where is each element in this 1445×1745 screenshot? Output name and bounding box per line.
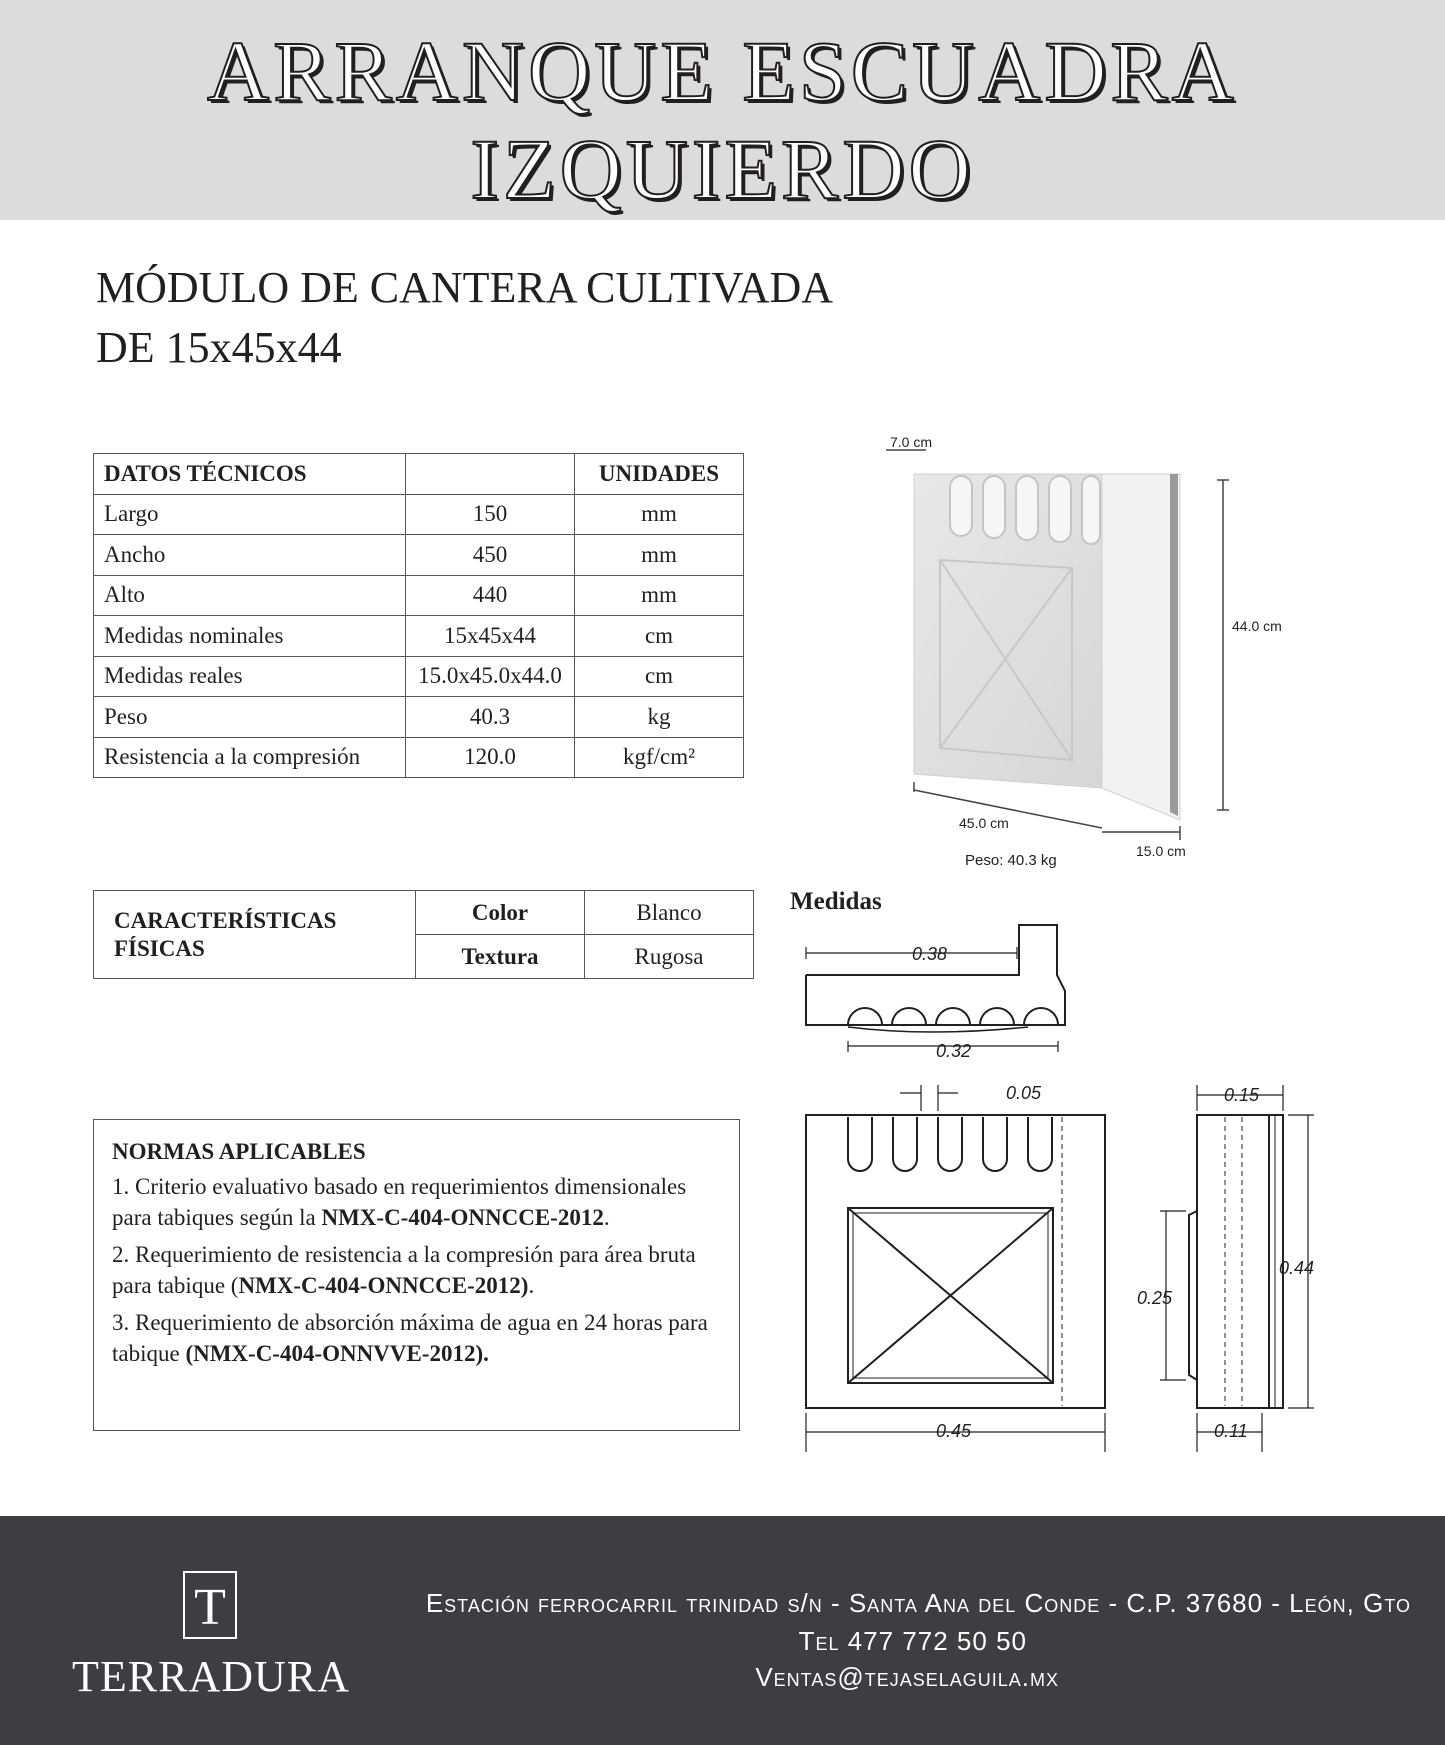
logo-name: TERRADURA bbox=[72, 1652, 350, 1701]
table-row bbox=[94, 494, 744, 535]
photo-dim-depth: 15.0 cm bbox=[1136, 843, 1186, 859]
row-unit: mm bbox=[575, 575, 744, 616]
row-label: Alto bbox=[94, 575, 406, 616]
row-value: 15x45x44 bbox=[406, 616, 575, 657]
row-value: 40.3 bbox=[406, 697, 575, 738]
medidas-label: Medidas bbox=[790, 888, 882, 915]
photo-dim-width: 45.0 cm bbox=[959, 815, 1009, 831]
subtitle-line-1: MÓDULO DE CANTERA CULTIVADA bbox=[96, 263, 834, 312]
row-label: Largo bbox=[94, 494, 406, 535]
table-row bbox=[94, 656, 744, 697]
row-unit: mm bbox=[575, 535, 744, 576]
dim-0-45: 0.45 bbox=[936, 1421, 972, 1441]
row-value: 150 bbox=[406, 494, 575, 535]
dim-0-44: 0.44 bbox=[1279, 1258, 1315, 1278]
block-side-groove bbox=[1170, 474, 1178, 816]
top-view-drawing bbox=[806, 925, 1065, 1032]
norma-item-1 bbox=[112, 1171, 721, 1233]
row-name: Color bbox=[416, 891, 585, 935]
norma-item-3 bbox=[112, 1307, 721, 1369]
front-view-drawing bbox=[806, 1115, 1105, 1408]
dim-0-32: 0.32 bbox=[936, 1041, 972, 1061]
norma-2-code: NMX-C-404-ONNCCE-2012) bbox=[238, 1273, 529, 1298]
photo-dim-height: 44.0 cm bbox=[1232, 618, 1282, 634]
subtitle-line-2: DE 15x45x44 bbox=[96, 323, 342, 372]
row-value: Rugosa bbox=[585, 935, 754, 979]
header-unit: UNIDADES bbox=[575, 454, 744, 495]
row-unit: cm bbox=[575, 616, 744, 657]
norma-3-code: (NMX-C-404-ONNVVE-2012). bbox=[185, 1341, 489, 1366]
table-row bbox=[94, 616, 744, 657]
side-view-drawing bbox=[1189, 1115, 1283, 1408]
photo-weight: Peso: 40.3 kg bbox=[965, 852, 1057, 869]
row-name: Textura bbox=[416, 935, 585, 979]
row-value: 15.0x45.0x44.0 bbox=[406, 656, 575, 697]
header-value bbox=[406, 454, 575, 495]
table-row bbox=[94, 891, 754, 935]
row-label: Ancho bbox=[94, 535, 406, 576]
row-value: 450 bbox=[406, 535, 575, 576]
dim-0-05: 0.05 bbox=[1006, 1083, 1042, 1103]
table-header-row bbox=[94, 454, 744, 495]
row-value: 120.0 bbox=[406, 737, 575, 778]
table-row bbox=[94, 737, 744, 778]
dim-0-38: 0.38 bbox=[912, 944, 948, 964]
caracteristicas-table bbox=[93, 890, 754, 979]
row-value: 440 bbox=[406, 575, 575, 616]
technical-drawing bbox=[790, 915, 1315, 1455]
footer-email[interactable]: Ventas@tejaselaguila.mx bbox=[755, 1662, 1059, 1692]
photo-dim-top: 7.0 cm bbox=[890, 434, 933, 450]
norma-1-end: . bbox=[603, 1205, 610, 1230]
norma-1-code: NMX-C-404-ONNCCE-2012 bbox=[321, 1205, 604, 1230]
header-label: DATOS TÉCNICOS bbox=[94, 454, 406, 495]
footer-tel[interactable]: Tel 477 772 50 50 bbox=[798, 1626, 1027, 1656]
row-label: Peso bbox=[94, 697, 406, 738]
norma-item-2 bbox=[112, 1239, 721, 1301]
dim-0-25: 0.25 bbox=[1137, 1288, 1173, 1308]
row-value: Blanco bbox=[585, 891, 754, 935]
table-row bbox=[94, 535, 744, 576]
normas-box bbox=[93, 1119, 740, 1431]
norma-3-text: 3. Requerimiento de absorción máxima de agua en 24 horas para tabique bbox=[112, 1310, 708, 1366]
table-row bbox=[94, 575, 744, 616]
row-unit: kgf/cm² bbox=[575, 737, 744, 778]
row-unit: kg bbox=[575, 697, 744, 738]
datos-tecnicos-table bbox=[93, 453, 744, 778]
dim-0-11: 0.11 bbox=[1214, 1421, 1248, 1441]
row-unit: cm bbox=[575, 656, 744, 697]
footer-address: Estación ferrocarril trinidad s/n - Santa Ana del Conde - C.P. 37680 - León, Gto bbox=[425, 1588, 1411, 1618]
logo-letter: T bbox=[194, 1579, 226, 1636]
terradura-logo-icon bbox=[180, 1568, 240, 1642]
product-photo-diagram bbox=[880, 430, 1280, 870]
row-unit: mm bbox=[575, 494, 744, 535]
table-row bbox=[94, 697, 744, 738]
caracteristicas-label: CARACTERÍSTICAS FÍSICAS bbox=[94, 891, 416, 979]
norma-2-text: 2. Requerimiento de resistencia a la compresión para área bruta para tabique ( bbox=[112, 1242, 696, 1298]
front-view-dimension-lines bbox=[806, 1085, 1105, 1452]
norma-2-end: . bbox=[528, 1273, 535, 1298]
row-label: Resistencia a la compresión bbox=[94, 737, 406, 778]
row-label: Medidas nominales bbox=[94, 616, 406, 657]
norma-1-text: 1. Criterio evaluativo basado en requerimientos dimensionales para tabiques según la bbox=[112, 1174, 687, 1230]
normas-heading: NORMAS APLICABLES bbox=[112, 1139, 366, 1164]
dim-0-15: 0.15 bbox=[1224, 1085, 1260, 1105]
block-front-face bbox=[914, 474, 1102, 788]
page-title-line-2: IZQUIERDO bbox=[470, 121, 975, 217]
block-side-face bbox=[1102, 474, 1180, 820]
page-title-line-1: ARRANQUE ESCUADRA bbox=[207, 23, 1238, 119]
row-label: Medidas reales bbox=[94, 656, 406, 697]
